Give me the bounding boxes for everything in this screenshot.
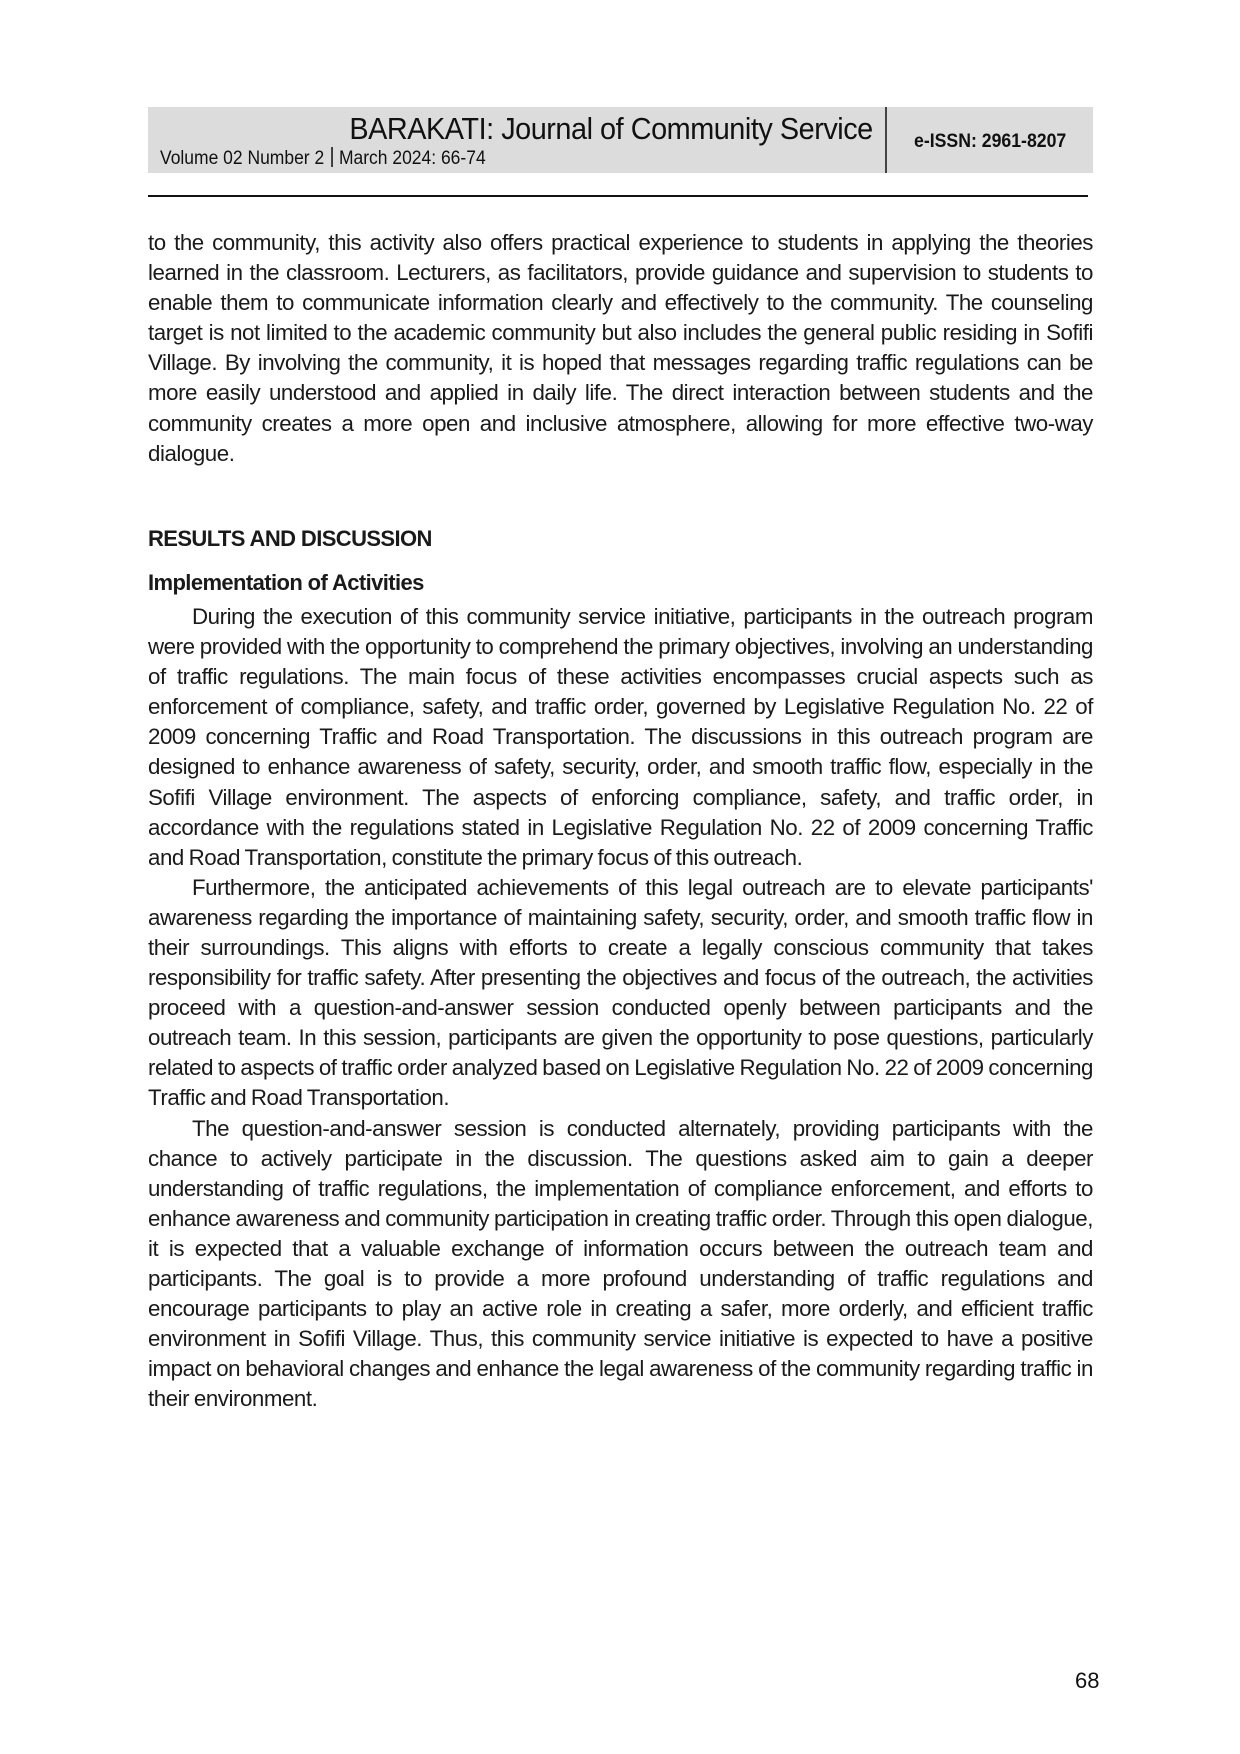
journal-header <box>148 107 1093 173</box>
journal-title: BARAKATI: Journal of Community Service <box>349 111 873 146</box>
issue-date-pages: March 2024: 66-74 <box>338 148 486 169</box>
body-paragraph: During the execution of this community service initiative, participants in the outreach program were provided with the opportunity to comprehend the primary objectives, involving an understanding of traffic regulations. The main focus of these activities encompasses crucial aspects such as enforcement of compliance, safety, and traffic order, governed by Legislative Regulation No. 22 of 2009 concerning Traffic and Road Transportation. The discussions in this outreach program are designed to enhance awareness of safety, security, order, and smooth traffic flow, especially in the Sofifi Village environment. The aspects of enforcing compliance, safety, and traffic order, in accordance with the regulations stated in Legislative Regulation No. 22 of 2009 concerning Traffic and Road Transportation, constitute the primary focus of this outreach. <box>148 603 1093 870</box>
section-heading: RESULTS AND DISCUSSION <box>148 525 432 551</box>
volume-divider <box>331 147 333 167</box>
volume-number: Volume 02 Number 2 <box>160 148 325 169</box>
volume-info <box>160 147 486 170</box>
body-paragraph: The question-and-answer session is conducted alternately, providing participants with the chance to actively participate in the discussion. The questions asked aim to gain a deeper understanding of traffic regulations, the implementation of compliance enforcement, and efforts to enhance awareness and community participation in creating traffic order. Through this open dialogue, it is expected that a valuable exchange of information occurs between the outreach team and participants. The goal is to provide a more profound understanding of traffic regulations and encourage participants to play an active role in creating a safer, more orderly, and efficient traffic environment in Sofifi Village. Thus, this community service initiative is expected to have a positive impact on behavioral changes and enhance the legal awareness of the community regarding traffic in their environment. <box>148 1115 1093 1412</box>
journal-header-issn <box>887 107 1093 173</box>
body-paragraph: Furthermore, the anticipated achievements of this legal outreach are to elevate participants' awareness regarding the importance of maintaining safety, security, order, and smooth traffic flow in their surroundings. This aligns with efforts to create a legally conscious community that takes responsibility for traffic safety. After presenting the objectives and focus of the outreach, the activities proceed with a question-and-answer session conducted openly between participants and the outreach team. In this session, participants are given the opportunity to pose questions, particularly related to aspects of traffic order analyzed based on Legislative Regulation No. 22 of 2009 concerning Traffic and Road Transportation. <box>148 874 1093 1111</box>
header-rule <box>148 195 1088 197</box>
page-body <box>148 228 1093 1414</box>
issn-label: e-ISSN: 2961-8207 <box>914 131 1067 152</box>
journal-header-main <box>148 107 887 173</box>
intro-paragraph: to the community, this activity also offers practical experience to students in applying the theories learned in the classroom. Lecturers, as facilitators, provide guidance and supervision to students to enable them to communicate information clearly and effectively to the community. The counseling target is not limited to the academic community but also includes the general public residing in Sofifi Village. By involving the community, it is hoped that messages regarding traffic regulations can be more easily understood and applied in daily life. The direct interaction between students and the community creates a more open and inclusive atmosphere, allowing for more effective two-way dialogue. <box>148 230 1093 466</box>
subsection-heading: Implementation of Activities <box>148 569 424 595</box>
page-number: 68 <box>1075 1668 1100 1693</box>
